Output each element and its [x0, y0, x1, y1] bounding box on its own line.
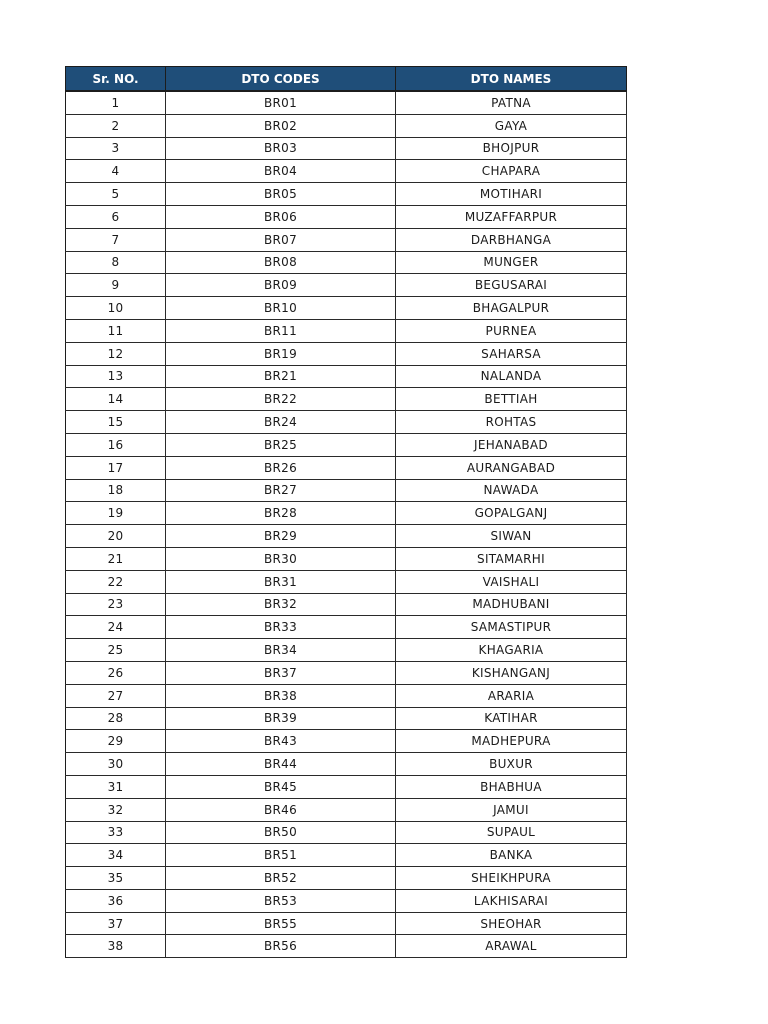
cell-dto-name: SITAMARHI: [396, 547, 627, 570]
cell-dto-name: GAYA: [396, 114, 627, 137]
table-row: [66, 365, 627, 388]
cell-sr-no: 17: [66, 456, 166, 479]
table-row: [66, 160, 627, 183]
cell-dto-code: BR39: [166, 707, 396, 730]
table-row: [66, 844, 627, 867]
cell-dto-code: BR19: [166, 342, 396, 365]
table-row: [66, 684, 627, 707]
cell-dto-name: SAMASTIPUR: [396, 616, 627, 639]
cell-dto-name: AURANGABAD: [396, 456, 627, 479]
cell-dto-name: BHAGALPUR: [396, 297, 627, 320]
cell-sr-no: 11: [66, 319, 166, 342]
cell-dto-name: SHEOHAR: [396, 912, 627, 935]
table-row: [66, 730, 627, 753]
cell-sr-no: 25: [66, 639, 166, 662]
header-dto-codes: DTO CODES: [166, 67, 396, 92]
cell-sr-no: 23: [66, 593, 166, 616]
cell-dto-code: BR37: [166, 661, 396, 684]
cell-dto-code: BR44: [166, 753, 396, 776]
table-row: [66, 205, 627, 228]
cell-dto-name: JEHANABAD: [396, 433, 627, 456]
cell-sr-no: 16: [66, 433, 166, 456]
cell-dto-name: KISHANGANJ: [396, 661, 627, 684]
table-row: [66, 821, 627, 844]
cell-dto-code: BR25: [166, 433, 396, 456]
cell-dto-name: MUZAFFARPUR: [396, 205, 627, 228]
table-row: [66, 775, 627, 798]
table-row: [66, 411, 627, 434]
cell-dto-code: BR09: [166, 274, 396, 297]
cell-dto-code: BR46: [166, 798, 396, 821]
cell-dto-code: BR30: [166, 547, 396, 570]
cell-dto-name: ROHTAS: [396, 411, 627, 434]
cell-dto-name: SHEIKHPURA: [396, 867, 627, 890]
table-row: [66, 183, 627, 206]
cell-dto-code: BR56: [166, 935, 396, 958]
cell-sr-no: 32: [66, 798, 166, 821]
table-row: [66, 274, 627, 297]
cell-sr-no: 10: [66, 297, 166, 320]
table-row: [66, 502, 627, 525]
cell-dto-code: BR24: [166, 411, 396, 434]
cell-dto-code: BR34: [166, 639, 396, 662]
cell-dto-name: MADHUBANI: [396, 593, 627, 616]
cell-sr-no: 14: [66, 388, 166, 411]
cell-sr-no: 28: [66, 707, 166, 730]
cell-dto-code: BR29: [166, 525, 396, 548]
table-row: [66, 342, 627, 365]
cell-dto-code: BR21: [166, 365, 396, 388]
cell-dto-name: GOPALGANJ: [396, 502, 627, 525]
table-row: [66, 388, 627, 411]
cell-dto-code: BR10: [166, 297, 396, 320]
table-row: [66, 570, 627, 593]
cell-sr-no: 27: [66, 684, 166, 707]
table-row: [66, 479, 627, 502]
cell-dto-name: NAWADA: [396, 479, 627, 502]
cell-dto-name: MADHEPURA: [396, 730, 627, 753]
cell-dto-code: BR38: [166, 684, 396, 707]
table-row: [66, 319, 627, 342]
cell-sr-no: 1: [66, 91, 166, 114]
cell-dto-name: ARARIA: [396, 684, 627, 707]
table-row: [66, 525, 627, 548]
cell-dto-code: BR11: [166, 319, 396, 342]
table-row: [66, 433, 627, 456]
header-sr-no: Sr. NO.: [66, 67, 166, 92]
table-row: [66, 251, 627, 274]
cell-dto-code: BR08: [166, 251, 396, 274]
table-row: [66, 228, 627, 251]
cell-dto-code: BR43: [166, 730, 396, 753]
cell-sr-no: 22: [66, 570, 166, 593]
table-row: [66, 593, 627, 616]
table-row: [66, 114, 627, 137]
table-row: [66, 889, 627, 912]
table-row: [66, 935, 627, 958]
table-row: [66, 639, 627, 662]
cell-sr-no: 13: [66, 365, 166, 388]
cell-dto-name: BHOJPUR: [396, 137, 627, 160]
cell-dto-code: BR55: [166, 912, 396, 935]
cell-sr-no: 36: [66, 889, 166, 912]
table-row: [66, 753, 627, 776]
cell-dto-name: VAISHALI: [396, 570, 627, 593]
cell-dto-code: BR50: [166, 821, 396, 844]
cell-dto-name: NALANDA: [396, 365, 627, 388]
cell-sr-no: 37: [66, 912, 166, 935]
table-body: [66, 91, 627, 958]
cell-dto-name: PURNEA: [396, 319, 627, 342]
cell-sr-no: 20: [66, 525, 166, 548]
cell-dto-code: BR07: [166, 228, 396, 251]
cell-dto-code: BR51: [166, 844, 396, 867]
cell-sr-no: 35: [66, 867, 166, 890]
dto-table: [65, 66, 627, 958]
table-row: [66, 547, 627, 570]
cell-sr-no: 34: [66, 844, 166, 867]
table-row: [66, 867, 627, 890]
cell-dto-code: BR32: [166, 593, 396, 616]
table-row: [66, 91, 627, 114]
cell-dto-code: BR45: [166, 775, 396, 798]
cell-sr-no: 9: [66, 274, 166, 297]
cell-sr-no: 7: [66, 228, 166, 251]
cell-dto-name: BEGUSARAI: [396, 274, 627, 297]
table-row: [66, 798, 627, 821]
cell-dto-name: KATIHAR: [396, 707, 627, 730]
cell-dto-code: BR22: [166, 388, 396, 411]
cell-sr-no: 12: [66, 342, 166, 365]
cell-dto-code: BR33: [166, 616, 396, 639]
cell-dto-name: BETTIAH: [396, 388, 627, 411]
cell-sr-no: 18: [66, 479, 166, 502]
cell-dto-code: BR03: [166, 137, 396, 160]
cell-dto-code: BR28: [166, 502, 396, 525]
cell-dto-code: BR01: [166, 91, 396, 114]
cell-dto-name: MUNGER: [396, 251, 627, 274]
table-row: [66, 616, 627, 639]
table-row: [66, 297, 627, 320]
cell-dto-code: BR04: [166, 160, 396, 183]
cell-sr-no: 19: [66, 502, 166, 525]
cell-sr-no: 26: [66, 661, 166, 684]
cell-sr-no: 31: [66, 775, 166, 798]
cell-sr-no: 30: [66, 753, 166, 776]
cell-dto-name: BANKA: [396, 844, 627, 867]
table-row: [66, 137, 627, 160]
cell-dto-name: SUPAUL: [396, 821, 627, 844]
table-row: [66, 707, 627, 730]
cell-dto-name: BHABHUA: [396, 775, 627, 798]
cell-sr-no: 8: [66, 251, 166, 274]
cell-sr-no: 24: [66, 616, 166, 639]
cell-dto-code: BR52: [166, 867, 396, 890]
cell-sr-no: 2: [66, 114, 166, 137]
cell-dto-code: BR26: [166, 456, 396, 479]
cell-dto-name: SIWAN: [396, 525, 627, 548]
cell-sr-no: 33: [66, 821, 166, 844]
cell-dto-name: PATNA: [396, 91, 627, 114]
cell-dto-name: BUXUR: [396, 753, 627, 776]
cell-sr-no: 21: [66, 547, 166, 570]
cell-sr-no: 6: [66, 205, 166, 228]
cell-dto-name: ARAWAL: [396, 935, 627, 958]
cell-dto-code: BR05: [166, 183, 396, 206]
cell-sr-no: 15: [66, 411, 166, 434]
table-header-row: [66, 67, 627, 92]
cell-dto-name: MOTIHARI: [396, 183, 627, 206]
cell-dto-name: KHAGARIA: [396, 639, 627, 662]
cell-sr-no: 5: [66, 183, 166, 206]
cell-sr-no: 29: [66, 730, 166, 753]
cell-dto-name: CHAPARA: [396, 160, 627, 183]
table-row: [66, 456, 627, 479]
header-dto-names: DTO NAMES: [396, 67, 627, 92]
cell-dto-code: BR53: [166, 889, 396, 912]
cell-sr-no: 3: [66, 137, 166, 160]
table-row: [66, 661, 627, 684]
cell-dto-name: LAKHISARAI: [396, 889, 627, 912]
cell-dto-name: SAHARSA: [396, 342, 627, 365]
cell-dto-code: BR02: [166, 114, 396, 137]
cell-dto-name: JAMUI: [396, 798, 627, 821]
cell-dto-code: BR06: [166, 205, 396, 228]
cell-sr-no: 4: [66, 160, 166, 183]
cell-dto-code: BR31: [166, 570, 396, 593]
cell-dto-code: BR27: [166, 479, 396, 502]
table-row: [66, 912, 627, 935]
cell-dto-name: DARBHANGA: [396, 228, 627, 251]
cell-sr-no: 38: [66, 935, 166, 958]
